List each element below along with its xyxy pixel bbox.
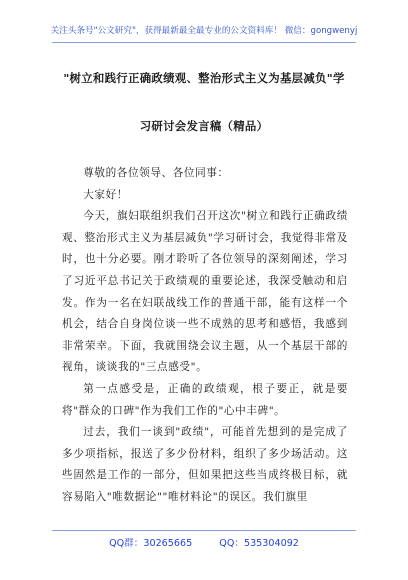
header-banner: 关注头条号"公文研究"，获得最新最全最专业的公文资料库！ 微信：gongwenyj [50, 26, 358, 36]
footer-divider [52, 530, 356, 531]
document-title-line-2: 习研讨会发言稿（精品） [139, 119, 269, 133]
footer [0, 535, 408, 549]
footer-qq: QQ：535304092 [219, 538, 299, 549]
document-title-line-1: "树立和践行正确政绩观、整治形式主义为基层减负"学 [63, 71, 345, 85]
paragraph-3: 过去，我们一谈到"政绩"，可能首先想到的是完成了多少项指标，报送了多少份材料，组织了多少场活动。这些固然是工作的一部分，但如果把这些当成终极目标，就容易陷入"唯数据论""唯材料论"的误区。我们旗里 [62, 426, 348, 503]
footer-qq-group: QQ群：30265665 [109, 538, 193, 549]
document-body [62, 163, 348, 509]
salutation: 尊敬的各位领导、各位同事： [83, 167, 229, 179]
header-divider [52, 42, 356, 43]
greeting: 大家好！ [83, 188, 128, 201]
paragraph-2: 第一点感受是，正确的政绩观，根子要正，就是要将"群众的口碑"作为我们工作的"心中丰碑"。 [62, 382, 348, 417]
paragraph-1: 今天，旗妇联组织我们召开这次"树立和践行正确政绩观、整治形式主义为基层减负"学习研讨会，我觉得非常及时，也十分必要。刚才聆听了各位领导的深刻阐述，学习了习近平总书记关于政绩观的重要论述，我深受触动和启发。作为一名在妇联战线工作的普通干部，能有这样一个机会，结合自身岗位谈一些不成熟的思考和感悟，我感到非常荣幸。下面，我就围绕会议主题，从一个基层干部的视角，谈谈我的"三点感受"。 [62, 210, 348, 374]
